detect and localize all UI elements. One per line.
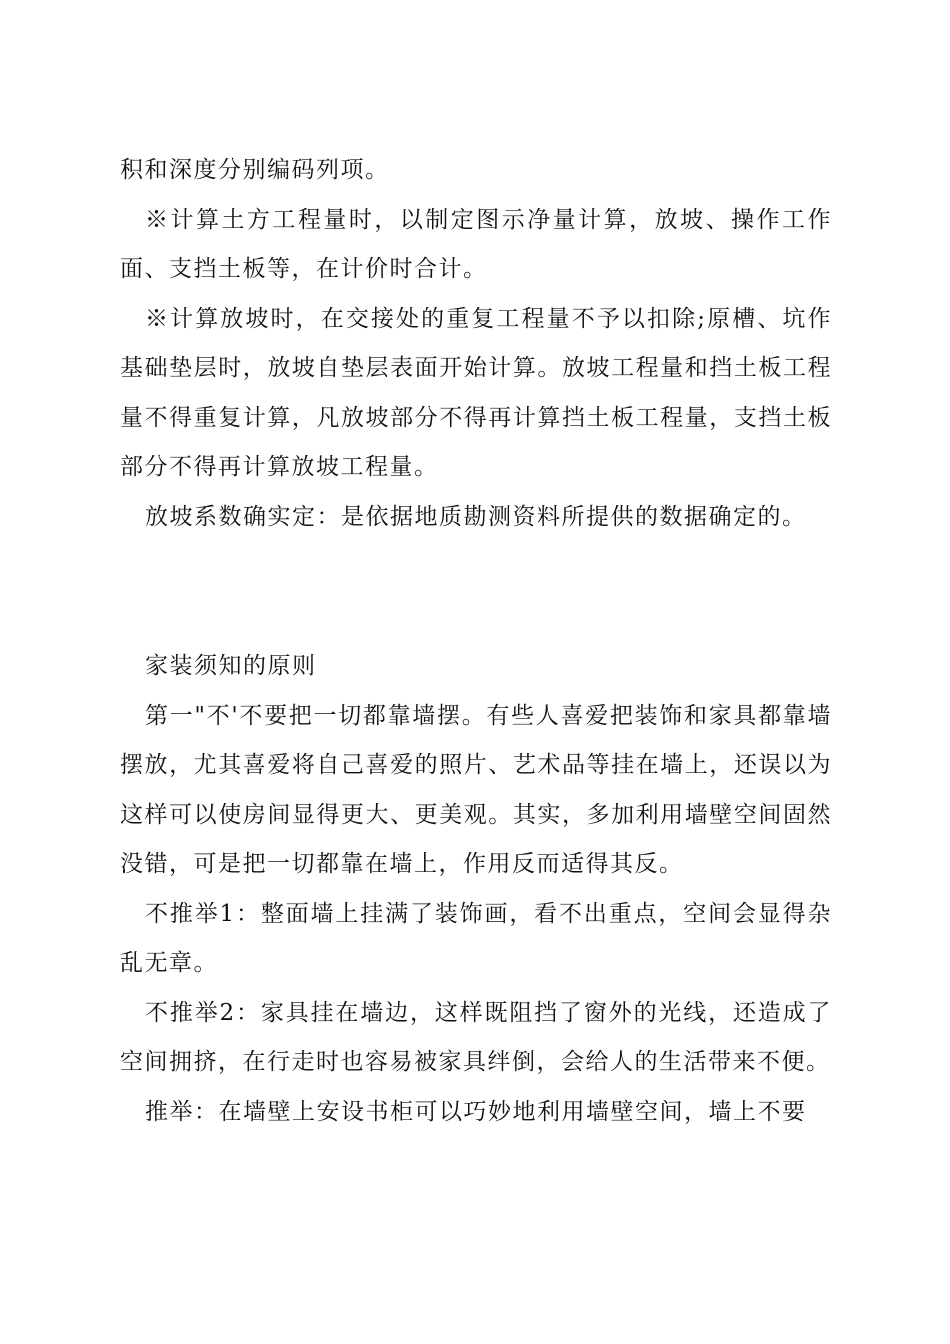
paragraph-first-rule: 第一"不'不要把一切都靠墙摆。有些人喜爱把装饰和家具都靠墙摆放，尤其喜爱将自己喜爱的照片、艺术品等挂在墙上，还误以为这样可以使房间显得更大、更美观。其实，多加利用墙壁空间固然没错，可是把一切都靠在墙上，作用反而适得其反。 bbox=[120, 702, 832, 877]
paragraph-not-recommended-2: 不推举2：家具挂在墙边，这样既阻挡了窗外的光线，还造成了空间拥挤，在行走时也容易被家具绊倒，会给人的生活带来不便。 bbox=[120, 999, 832, 1075]
document-body bbox=[120, 146, 832, 1137]
paragraph-earthwork-calculation: ※计算土方工程量时，以制定图示净量计算，放坡、操作工作面、支挡土板等，在计价时合计。 bbox=[120, 206, 832, 282]
paragraph-recommended: 推举：在墙壁上安设书柜可以巧妙地利用墙壁空间，墙上不要 bbox=[145, 1098, 807, 1125]
section-heading: 家装须知的原则 bbox=[145, 653, 317, 679]
paragraph-not-recommended-1: 不推举1：整面墙上挂满了装饰画，看不出重点，空间会显得杂乱无章。 bbox=[120, 900, 832, 976]
section-spacer bbox=[120, 542, 832, 642]
paragraph-continuation: 积和深度分别编码列项。 bbox=[120, 157, 390, 183]
paragraph-slope-calculation: ※计算放坡时，在交接处的重复工程量不予以扣除;原槽、坑作基础垫层时，放坡自垫层表面开始计算。放坡工程量和挡土板工程量不得重复计算，凡放坡部分不得再计算挡土板工程量，支挡土板部分不得再计算放坡工程量。 bbox=[120, 305, 832, 480]
paragraph-slope-coefficient: 放坡系数确实定：是依据地质勘测资料所提供的数据确定的。 bbox=[145, 503, 807, 530]
